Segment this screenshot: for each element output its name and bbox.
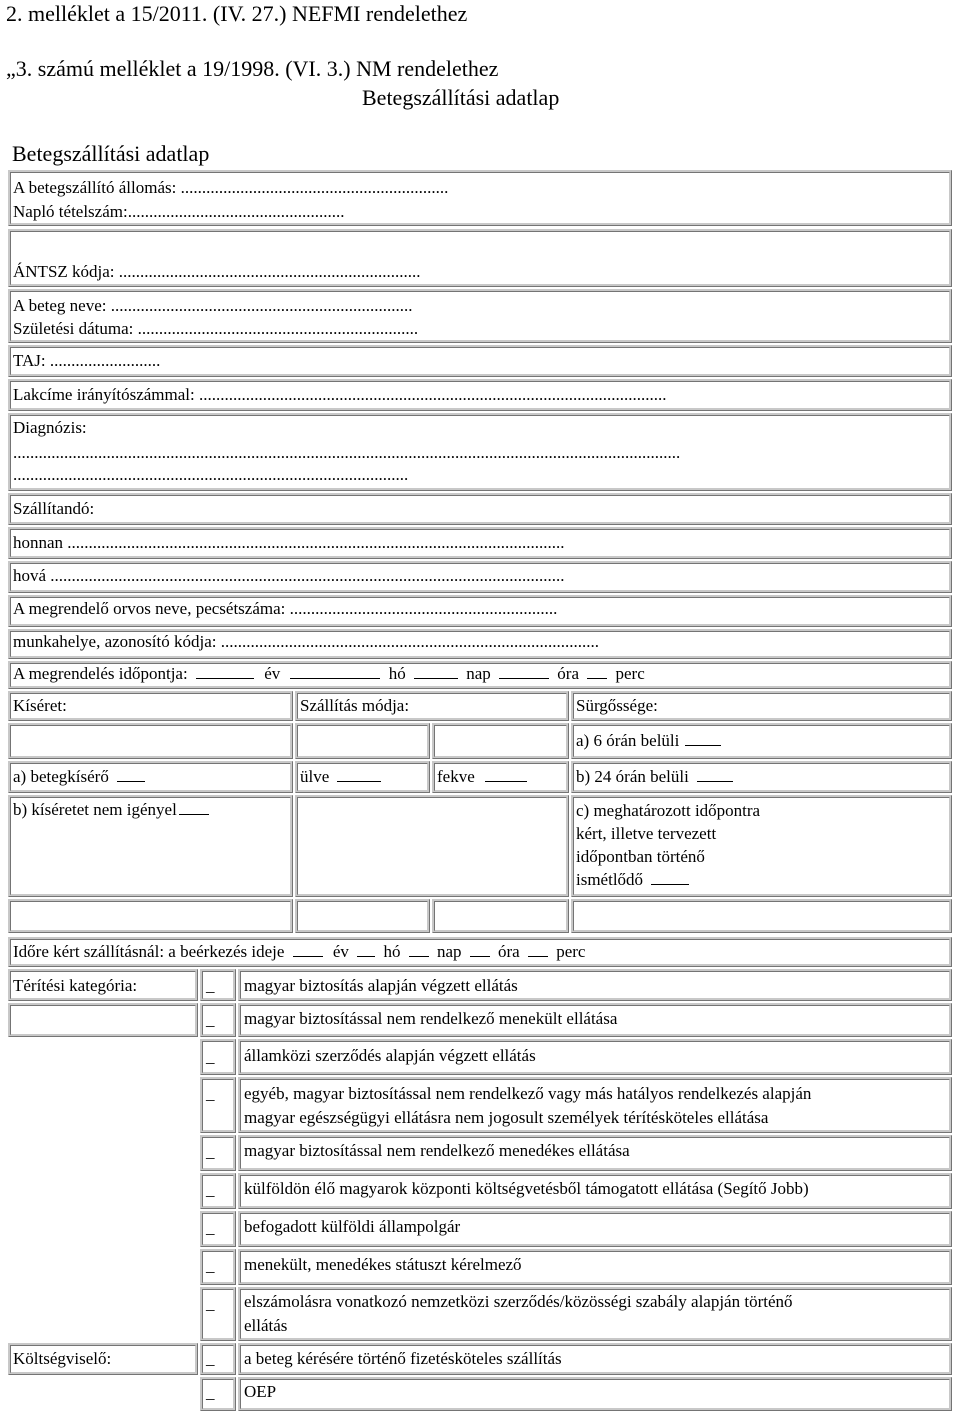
payment-label: Térítési kategória: <box>13 976 138 995</box>
arrival-row <box>13 942 585 962</box>
order-time-label: A megrendelés időpontja: <box>13 664 188 683</box>
payment-item: menekült, menedékes státuszt kérelmező <box>244 1255 522 1274</box>
urgency-c-blank <box>651 870 689 885</box>
payment-item: magyar biztosítással nem rendelkező menekült ellátása <box>244 1009 618 1028</box>
urgency-c-line-3: időpontban történő <box>576 847 705 866</box>
escort-a <box>13 767 145 787</box>
mode-empty-cell-3 <box>295 795 569 897</box>
payment-item: magyar biztosítással nem rendelkező menedékes ellátása <box>244 1141 630 1160</box>
order-year-unit: év <box>264 664 281 683</box>
urgency-a-blank <box>685 731 721 746</box>
mode-sitting-label: ülve <box>300 767 330 786</box>
mode-empty-cell-1 <box>295 723 430 759</box>
patient-name-field: A beteg neve: ....................................................................... <box>13 296 413 315</box>
order-minute-unit: perc <box>615 664 645 683</box>
escort-a-label: a) betegkísérő <box>13 767 109 786</box>
mode-header: Szállítás módja: <box>300 696 410 715</box>
arrival-label: Időre kért szállításnál: a beérkezés ideje <box>13 942 285 961</box>
urgency-c-line-4 <box>576 870 689 890</box>
header-line-3: Betegszállítási adatlap <box>362 85 560 110</box>
header-line-1: 2. melléklet a 15/2011. (IV. 27.) NEFMI rendelethez <box>6 1 468 26</box>
antsz-field: ÁNTSZ kódja: ....................................................................... <box>13 262 421 281</box>
payment-mark: _ <box>206 1256 215 1275</box>
order-minute-blank <box>587 664 607 679</box>
arrival-hour-unit: óra <box>497 942 520 961</box>
cost-item-cell <box>238 1377 952 1411</box>
payment-mark: _ <box>206 1010 215 1029</box>
workplace-field: munkahelye, azonosító kódja: ......................................................................................... <box>13 632 599 651</box>
arrival-day-blank <box>409 942 429 957</box>
log-item-field: Napló tételszám:................................................... <box>13 202 345 221</box>
cost-mark: _ <box>206 1383 215 1402</box>
mode-sitting-blank <box>337 767 381 782</box>
diagnosis-line-1: ............................................................................................................................................................. <box>13 443 681 462</box>
cost-label: Költségviselő: <box>13 1349 112 1368</box>
header-line-2: „3. számú melléklet a 19/1998. (VI. 3.) NM rendelethez <box>6 56 499 81</box>
mode-empty-cell-4 <box>295 899 430 933</box>
payment-mark: _ <box>206 1180 215 1199</box>
order-time-row <box>13 664 645 684</box>
urgency-c-label: ismétlődő <box>576 870 644 889</box>
payment-item: magyar egészségügyi ellátásra nem jogosult személyek térítésköteles ellátása <box>244 1108 769 1127</box>
payment-item: külföldön élő magyarok központi költségvetésből támogatott ellátása (Segítő Jobb) <box>244 1179 809 1198</box>
urgency-b-label: b) 24 órán belüli <box>576 767 689 786</box>
payment-item: magyar biztosítás alapján végzett ellátás <box>244 976 518 995</box>
payment-item: államközi szerződés alapján végzett ellátás <box>244 1046 536 1065</box>
arrival-minute-blank <box>528 942 548 957</box>
order-day-blank <box>414 664 458 679</box>
urgency-a <box>576 731 721 751</box>
escort-empty-cell <box>8 723 293 759</box>
mode-lying <box>437 767 527 787</box>
mode-empty-cell-5 <box>432 899 569 933</box>
payment-item: egyéb, magyar biztosítással nem rendelkező vagy más hatályos rendelkezés alapján <box>244 1084 812 1103</box>
address-field: Lakcíme irányítószámmal: .............................................................................................................. <box>13 385 667 404</box>
escort-b <box>13 800 209 820</box>
escort-empty-cell-2 <box>8 899 293 933</box>
cost-item: a beteg kérésére történő fizetésköteles szállítás <box>244 1349 562 1368</box>
escort-b-blank <box>179 800 209 815</box>
cost-item: OEP <box>244 1382 277 1401</box>
arrival-day-unit: nap <box>436 942 462 961</box>
cost-mark: _ <box>206 1349 215 1368</box>
payment-mark: _ <box>206 1218 215 1237</box>
mode-sitting <box>300 767 381 787</box>
urgency-b <box>576 767 733 787</box>
urgency-b-blank <box>697 767 733 782</box>
payment-item: befogadott külföldi állampolgár <box>244 1217 461 1236</box>
escort-header: Kíséret: <box>13 696 67 715</box>
arrival-minute-unit: perc <box>556 942 586 961</box>
payment-item: ellátás <box>244 1316 288 1335</box>
transport-label: Szállítandó: <box>13 499 95 518</box>
arrival-month-unit: hó <box>383 942 401 961</box>
page-title: Betegszállítási adatlap <box>12 141 210 166</box>
diagnosis-label: Diagnózis: <box>13 418 87 437</box>
mode-lying-blank <box>485 767 527 782</box>
urgency-a-label: a) 6 órán belüli <box>576 731 680 750</box>
transport-cell <box>8 493 952 525</box>
payment-mark: _ <box>206 1047 215 1066</box>
order-hour-unit: óra <box>557 664 579 683</box>
payment-mark: _ <box>206 1142 215 1161</box>
arrival-year-blank <box>293 942 323 957</box>
urgency-c-line-2: kért, illetve tervezett <box>576 824 717 843</box>
payment-mark: _ <box>206 976 215 995</box>
payment-mark: _ <box>206 1294 215 1313</box>
order-year-blank <box>196 664 254 679</box>
mode-lying-label: fekve <box>437 767 475 786</box>
station-field: A betegszállító állomás: ............................................................... <box>13 178 449 197</box>
birth-date-field: Születési dátuma: .................................................................. <box>13 319 419 338</box>
payment-mark: _ <box>206 1084 215 1103</box>
arrival-month-blank <box>357 942 375 957</box>
payment-item: elszámolásra vonatkozó nemzetközi szerződés/közösségi szabály alapján történő <box>244 1292 793 1311</box>
escort-a-blank <box>117 767 145 782</box>
diagnosis-line-2: ............................................................................................. <box>13 465 409 484</box>
mode-empty-cell-2 <box>432 723 569 759</box>
urgency-c-line-1: c) meghatározott időpontra <box>576 801 761 820</box>
doctor-field: A megrendelő orvos neve, pecsétszáma: ............................................................... <box>13 599 558 618</box>
order-hour-blank <box>499 664 549 679</box>
arrival-year-unit: év <box>332 942 349 961</box>
order-month-blank <box>290 664 380 679</box>
to-field: hová ......................................................................................................................... <box>13 566 565 585</box>
escort-b-label: b) kíséretet nem igényel <box>13 800 177 819</box>
order-month-unit: hó <box>388 664 406 683</box>
arrival-hour-blank <box>470 942 490 957</box>
order-day-unit: nap <box>466 664 491 683</box>
payment-empty-cell <box>8 1003 198 1037</box>
urgency-header: Sürgőssége: <box>576 696 658 715</box>
taj-field: TAJ: .......................... <box>13 351 161 370</box>
urgency-empty-cell <box>571 899 952 933</box>
from-field: honnan ..................................................................................................................... <box>13 533 565 552</box>
